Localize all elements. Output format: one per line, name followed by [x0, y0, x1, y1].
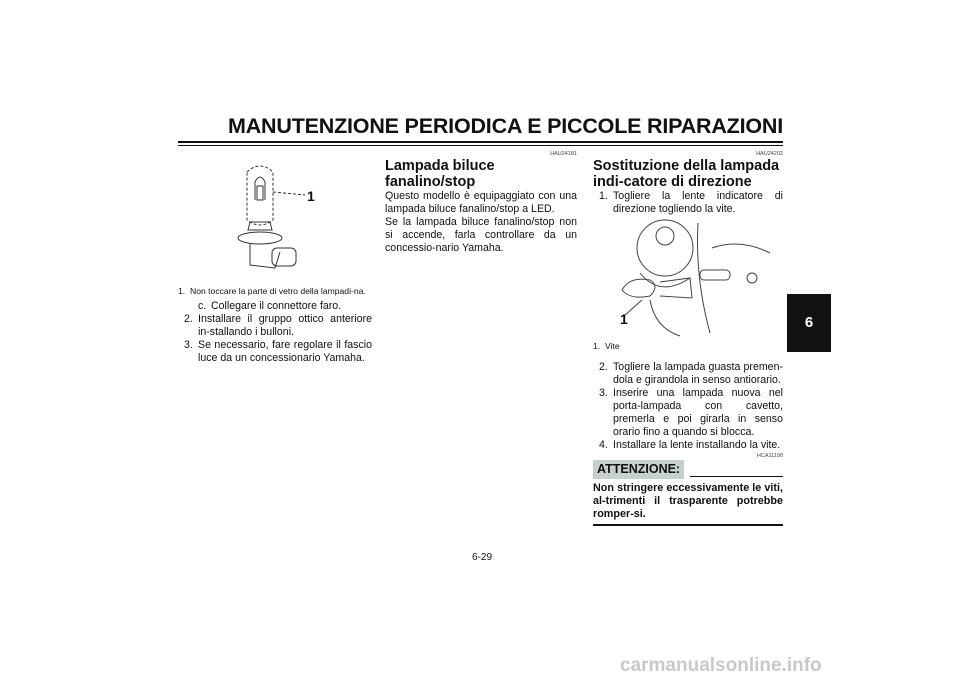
step-item: 4. Installare la lente installando la vite. — [599, 439, 781, 451]
section-body: Questo modello è equipaggiato con una lampada biluce fanalino/stop a LED. Se la lampada biluce fanalino/stop non si accende, farla controllare da un concessio-nario Yamaha. — [385, 190, 577, 254]
caution-label: ATTENZIONE: — [593, 460, 684, 479]
caution-rule — [690, 476, 783, 477]
caution-bottom-rule — [593, 524, 783, 526]
section-code: HAU24202 — [756, 151, 783, 157]
col1-flow — [178, 286, 372, 365]
section-code: HAU24181 — [550, 151, 577, 157]
turn-signal-illustration — [620, 218, 780, 338]
col3-top-flow — [593, 151, 783, 216]
figure-callout: 1 — [307, 188, 315, 204]
page-number: 6-29 — [471, 552, 492, 563]
headlight-bulb-illustration — [230, 160, 330, 280]
header-rule-thin — [178, 145, 783, 146]
figure-caption: 1. Vite — [593, 341, 620, 351]
col2-flow — [385, 151, 577, 255]
chapter-tab: 6 — [787, 294, 831, 352]
step-list — [178, 300, 372, 365]
section-heading: Sostituzione della lampada indi-catore di direzione — [593, 158, 780, 190]
watermark: carmanualsonline.info — [620, 655, 822, 676]
step-item: 3. Inserire una lampada nuova nel porta-lampada con cavetto, premerla e poi girarla in senso orario fino a quando si blocca. — [599, 387, 783, 438]
step-item: 2. Installare il gruppo ottico anteriore in-stallando i bulloni. — [184, 313, 372, 338]
col3-bottom-flow — [593, 341, 783, 526]
section-heading: Lampada biluce fanalino/stop — [385, 158, 495, 190]
page-title: MANUTENZIONE PERIODICA E PICCOLE RIPARAZIONI — [228, 114, 783, 138]
step-item: 2. Togliere la lampada guasta premen-dola e girandola in senso antiorario. — [599, 361, 783, 386]
caution-text: Non stringere eccessivamente le viti, al-trimenti il trasparente potrebbe romper-si. — [593, 482, 783, 520]
step-item: 3. Se necessario, fare regolare il fascio luce da un concessionario Yamaha. — [184, 339, 372, 364]
step-item: 1. Togliere la lente indicatore di direzione togliendo la vite. — [599, 190, 783, 215]
caution-code: HCA11190 — [756, 453, 783, 459]
step-item: c. Collegare il connettore faro. — [198, 300, 342, 312]
header-rule — [178, 141, 783, 143]
step-list — [593, 361, 783, 452]
caution-header — [593, 460, 783, 479]
figure-callout: 1 — [620, 311, 628, 327]
figure-caption: 1. Non toccare la parte di vetro della lampadi-na. — [178, 286, 366, 296]
